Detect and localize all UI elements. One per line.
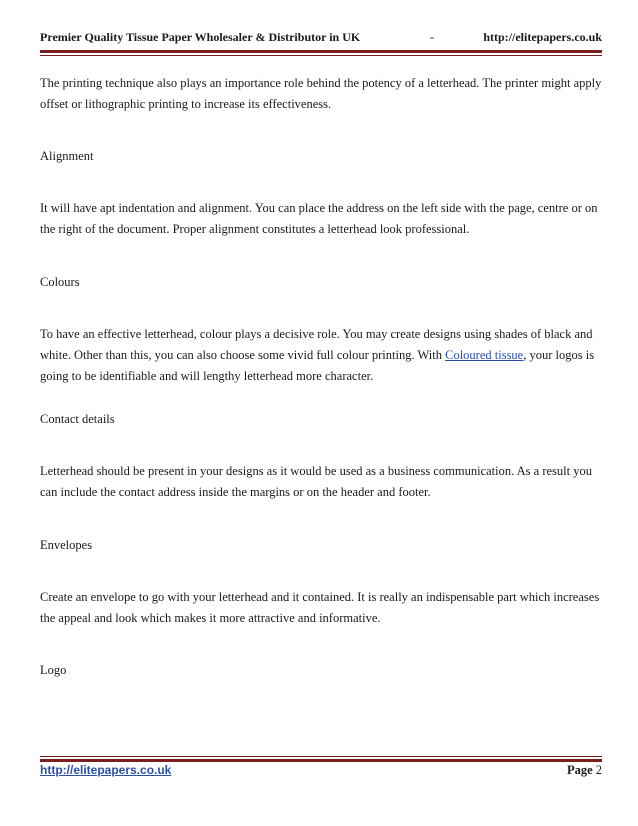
header-separator: - xyxy=(430,30,434,44)
heading-contact-details: Contact details xyxy=(40,412,115,426)
paragraph-contact-details: Letterhead should be present in your designs as it would be used as a business communication. As a result you can include the contact address inside the margins or on the header and footer. xyxy=(40,464,592,499)
coloured-tissue-link[interactable]: Coloured tissue xyxy=(445,348,524,362)
footer-rule-thick xyxy=(40,759,602,762)
heading-envelopes: Envelopes xyxy=(40,538,93,552)
page-number xyxy=(567,763,602,778)
page-label: Page xyxy=(566,763,593,777)
page-header xyxy=(40,30,602,48)
heading-alignment: Alignment xyxy=(40,149,94,163)
colours-text-after: , your logos is going to be identifiable and will lengthy letterhead more character. xyxy=(40,348,595,383)
heading-colours: Colours xyxy=(40,275,80,289)
heading-logo: Logo xyxy=(40,663,67,677)
paragraph-colours xyxy=(40,324,604,387)
footer-url-link[interactable]: http://elitepapers.co.uk xyxy=(40,763,172,777)
footer-rule-thin xyxy=(40,756,602,757)
header-url: http://elitepapers.co.uk xyxy=(483,30,602,44)
paragraph-envelopes: Create an envelope to go with your letterhead and it contained. It is really an indispensable part which increases the appeal and look which makes it more attractive and informative. xyxy=(40,590,600,625)
header-rule-thick xyxy=(40,50,602,53)
page-number-value: 2 xyxy=(595,763,602,777)
colours-text-before: To have an effective letterhead, colour plays a decisive role. You may create designs using shades of black and white. Other than this, you can also choose some vivid full colour printing. With xyxy=(40,327,593,362)
paragraph-alignment: It will have apt indentation and alignment. You can place the address on the left side with the page, centre or on the right of the document. Proper alignment constitutes a letterhead look professional. xyxy=(40,201,598,236)
paragraph-printing: The printing technique also plays an importance role behind the potency of a letterhead. The printer might apply offset or lithographic printing to increase its effectiveness. xyxy=(40,76,602,111)
header-rule-thin xyxy=(40,55,602,56)
header-title: Premier Quality Tissue Paper Wholesaler & Distributor in UK xyxy=(40,30,361,44)
